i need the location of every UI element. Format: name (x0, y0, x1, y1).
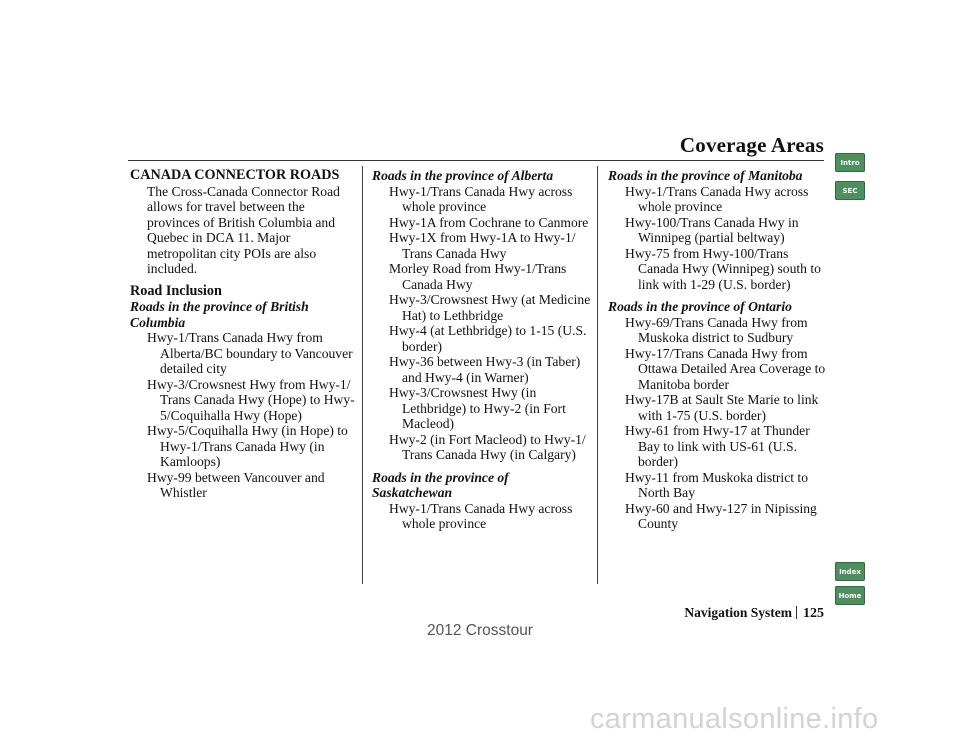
bc-heading: Roads in the province of British Columbia (130, 299, 309, 330)
list-item: Hwy-36 between Hwy-3 (in Taber) and Hwy-4 (in Warner) (389, 354, 581, 385)
list-item: Hwy-3/Crowsnest Hwy (in Lethbridge) to Hwy-2 (in Fort Macleod) (389, 385, 566, 431)
road-inclusion-heading: Road Inclusion (130, 282, 222, 299)
column-divider (597, 166, 598, 584)
list-item: Hwy-5/Coquihalla Hwy (in Hope) to Hwy-1/Trans Canada Hwy (in Kamloops) (147, 423, 348, 469)
list-item: Hwy-4 (at Lethbridge) to 1-15 (U.S. border) (389, 323, 587, 354)
list-item: Hwy-61 from Hwy-17 at Thunder Bay to link with US-61 (U.S. border) (625, 423, 810, 469)
saskatchewan-heading: Roads in the province of Saskatchewan (372, 469, 509, 500)
list-item: Hwy-99 between Vancouver and Whistler (147, 469, 325, 500)
column-3 (608, 168, 828, 532)
manitoba-road-list (625, 184, 828, 293)
ontario-road-list (625, 315, 828, 532)
saskatchewan-road-list (389, 501, 592, 532)
home-tab[interactable]: Home (835, 586, 865, 605)
model-label: 2012 Crosstour (427, 622, 533, 639)
list-item: Hwy-3/Crowsnest Hwy from Hwy-1/ Trans Canada Hwy (Hope) to Hwy-5/Coquihalla Hwy (Hope) (147, 376, 355, 423)
list-item: Hwy-1A from Cochrane to Canmore (389, 214, 589, 230)
footer-section-label: Navigation System (684, 605, 792, 620)
list-item: Hwy-69/Trans Canada Hwy from Muskoka district to Sudbury (625, 314, 808, 345)
page-number: 125 (803, 606, 824, 621)
sec-tab[interactable]: SEC (835, 181, 865, 200)
list-item: Hwy-1/Trans Canada Hwy across whole province (389, 500, 573, 531)
list-item: Hwy-1X from Hwy-1A to Hwy-1/ Trans Canada Hwy (389, 230, 576, 261)
ontario-heading: Roads in the province of Ontario (608, 299, 792, 314)
section-heading: CANADA CONNECTOR ROADS (130, 167, 340, 183)
list-item: Hwy-75 from Hwy-100/Trans Canada Hwy (Winnipeg) south to link with 1-29 (U.S. border) (625, 245, 821, 292)
footer-navigation (684, 605, 824, 622)
manitoba-heading: Roads in the province of Manitoba (608, 168, 803, 183)
list-item: Hwy-2 (in Fort Macleod) to Hwy-1/ Trans Canada Hwy (in Calgary) (389, 431, 586, 462)
intro-tab[interactable]: Intro (835, 153, 865, 172)
column-divider (362, 166, 363, 584)
bc-road-list (147, 330, 355, 501)
list-item: Hwy-60 and Hwy-127 in Nipissing County (625, 500, 817, 531)
alberta-road-list (389, 184, 592, 463)
alberta-heading: Roads in the province of Alberta (372, 168, 554, 183)
list-item: Hwy-17/Trans Canada Hwy from Ottawa Detailed Area Coverage to Manitoba border (625, 345, 826, 392)
list-item: Hwy-1/Trans Canada Hwy from Alberta/BC boundary to Vancouver detailed city (147, 330, 353, 376)
watermark: carmanualsonline.info (590, 703, 879, 735)
list-item: Hwy-17B at Sault Ste Marie to link with 1-75 (U.S. border) (625, 392, 819, 423)
list-item: Hwy-1/Trans Canada Hwy across whole province (389, 183, 573, 214)
footer-separator (796, 606, 797, 619)
list-item: Morley Road from Hwy-1/Trans Canada Hwy (389, 261, 567, 292)
column-2 (372, 168, 592, 532)
list-item: Hwy-1/Trans Canada Hwy across whole province (625, 183, 809, 214)
list-item: Hwy-11 from Muskoka district to North Bay (625, 469, 808, 500)
title-rule (128, 160, 824, 161)
column-1 (130, 168, 355, 501)
list-item: Hwy-3/Crowsnest Hwy (at Medicine Hat) to Lethbridge (389, 292, 591, 323)
intro-paragraph: The Cross-Canada Connector Road allows for travel between the provinces of British Columbia and Quebec in DCA 11. Major metropolitan city POIs are also included. (147, 183, 340, 276)
index-tab[interactable]: Index (835, 562, 865, 581)
page-title: Coverage Areas (679, 133, 824, 157)
list-item: Hwy-100/Trans Canada Hwy in Winnipeg (partial beltway) (625, 214, 799, 245)
